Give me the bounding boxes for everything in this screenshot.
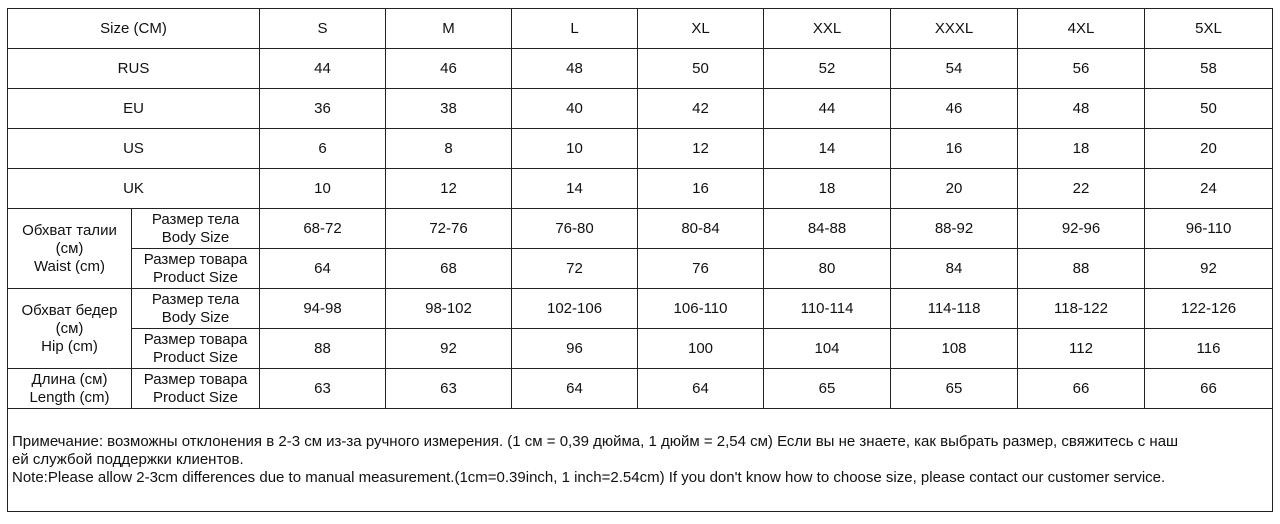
size-header-cell: S <box>260 9 386 49</box>
table-cell: 102-106 <box>512 289 638 329</box>
header-label-cell: Size (CM) <box>8 9 260 49</box>
table-cell: 42 <box>638 89 764 129</box>
table-cell: 122-126 <box>1145 289 1273 329</box>
table-cell: 16 <box>638 169 764 209</box>
table-cell: 18 <box>764 169 891 209</box>
row-label: EU <box>8 89 260 129</box>
table-cell: 10 <box>260 169 386 209</box>
product-size-label <box>132 369 260 409</box>
note-en: Note:Please allow 2-3cm differences due to manual measurement.(1cm=0.39inch, 1 inch=2.54cm) If you don't know how to choose size, please contact our customer service. <box>12 469 1166 486</box>
body-size-label-en: Body Size <box>161 308 230 326</box>
body-size-label-en: Body Size <box>161 228 230 246</box>
length-label-ru: Длина (см) <box>31 370 108 388</box>
product-size-label-ru: Размер товара <box>143 250 248 268</box>
table-cell: 66 <box>1145 369 1273 409</box>
size-header-cell: M <box>386 9 512 49</box>
table-cell: 6 <box>260 129 386 169</box>
table-cell: 46 <box>386 49 512 89</box>
hip-label <box>8 289 132 369</box>
body-size-label-ru: Размер тела <box>151 290 240 308</box>
table-cell: 20 <box>1145 129 1273 169</box>
table-cell: 76 <box>638 249 764 289</box>
table-cell: 88 <box>1018 249 1145 289</box>
table-cell: 48 <box>1018 89 1145 129</box>
table-cell: 36 <box>260 89 386 129</box>
us-row <box>8 129 1273 169</box>
table-cell: 64 <box>638 369 764 409</box>
note-ru-line1: Примечание: возможны отклонения в 2-3 см из-за ручного измерения. (1 см = 0,39 дюйма, 1 дюйм = 2,54 см) Если вы не знаете, как выбрать размер, свяжитесь с наш <box>12 433 1179 450</box>
waist-body-row <box>8 209 1273 249</box>
waist-label-unit: (см) <box>55 239 84 257</box>
table-cell: 72 <box>512 249 638 289</box>
table-cell: 96 <box>512 329 638 369</box>
table-cell: 94-98 <box>260 289 386 329</box>
table-cell: 72-76 <box>386 209 512 249</box>
table-cell: 84-88 <box>764 209 891 249</box>
table-cell: 98-102 <box>386 289 512 329</box>
row-label: UK <box>8 169 260 209</box>
table-cell: 14 <box>512 169 638 209</box>
row-label: US <box>8 129 260 169</box>
body-size-label-ru: Размер тела <box>151 210 240 228</box>
table-cell: 52 <box>764 49 891 89</box>
table-cell: 106-110 <box>638 289 764 329</box>
product-size-label-ru: Размер товара <box>143 330 248 348</box>
table-cell: 68-72 <box>260 209 386 249</box>
uk-row <box>8 169 1273 209</box>
table-cell: 8 <box>386 129 512 169</box>
table-cell: 92 <box>1145 249 1273 289</box>
length-label-en: Length (cm) <box>29 388 110 406</box>
table-cell: 110-114 <box>764 289 891 329</box>
note-row <box>8 409 1273 512</box>
length-product-row <box>8 369 1273 409</box>
hip-body-row <box>8 289 1273 329</box>
table-cell: 92 <box>386 329 512 369</box>
table-cell: 40 <box>512 89 638 129</box>
table-cell: 65 <box>891 369 1018 409</box>
note-ru-line2: ей службой поддержки клиентов. <box>12 451 244 468</box>
table-cell: 48 <box>512 49 638 89</box>
table-cell: 58 <box>1145 49 1273 89</box>
table-cell: 64 <box>260 249 386 289</box>
table-cell: 12 <box>638 129 764 169</box>
size-chart-table <box>7 8 1273 512</box>
table-cell: 20 <box>891 169 1018 209</box>
size-header-cell: XXL <box>764 9 891 49</box>
table-cell: 12 <box>386 169 512 209</box>
note-cell <box>8 409 1273 512</box>
size-header-cell: 5XL <box>1145 9 1273 49</box>
rus-row <box>8 49 1273 89</box>
body-size-label <box>132 209 260 249</box>
table-cell: 46 <box>891 89 1018 129</box>
table-cell: 96-110 <box>1145 209 1273 249</box>
product-size-label-ru: Размер товара <box>143 370 248 388</box>
table-cell: 16 <box>891 129 1018 169</box>
row-label: RUS <box>8 49 260 89</box>
table-cell: 114-118 <box>891 289 1018 329</box>
table-cell: 64 <box>512 369 638 409</box>
length-label <box>8 369 132 409</box>
table-cell: 22 <box>1018 169 1145 209</box>
product-size-label-en: Product Size <box>152 268 239 286</box>
table-cell: 50 <box>1145 89 1273 129</box>
eu-row <box>8 89 1273 129</box>
size-header-cell: 4XL <box>1018 9 1145 49</box>
product-size-label-en: Product Size <box>152 348 239 366</box>
table-cell: 63 <box>386 369 512 409</box>
table-cell: 100 <box>638 329 764 369</box>
table-cell: 118-122 <box>1018 289 1145 329</box>
product-size-label <box>132 249 260 289</box>
table-cell: 116 <box>1145 329 1273 369</box>
hip-label-ru: Обхват бедер <box>21 301 118 319</box>
size-header-cell: XL <box>638 9 764 49</box>
waist-product-row <box>8 249 1273 289</box>
size-header-cell: L <box>512 9 638 49</box>
table-cell: 18 <box>1018 129 1145 169</box>
header-row <box>8 9 1273 49</box>
hip-label-en: Hip (cm) <box>41 337 98 355</box>
table-cell: 68 <box>386 249 512 289</box>
table-cell: 14 <box>764 129 891 169</box>
table-cell: 88 <box>260 329 386 369</box>
table-cell: 10 <box>512 129 638 169</box>
table-cell: 84 <box>891 249 1018 289</box>
table-cell: 88-92 <box>891 209 1018 249</box>
table-cell: 65 <box>764 369 891 409</box>
hip-product-row <box>8 329 1273 369</box>
product-size-label-en: Product Size <box>152 388 239 406</box>
table-cell: 56 <box>1018 49 1145 89</box>
table-cell: 112 <box>1018 329 1145 369</box>
table-cell: 66 <box>1018 369 1145 409</box>
waist-label <box>8 209 132 289</box>
size-header-cell: XXXL <box>891 9 1018 49</box>
table-cell: 80 <box>764 249 891 289</box>
table-cell: 108 <box>891 329 1018 369</box>
product-size-label <box>132 329 260 369</box>
table-cell: 38 <box>386 89 512 129</box>
table-cell: 50 <box>638 49 764 89</box>
waist-label-ru: Обхват талии <box>22 221 117 239</box>
table-cell: 24 <box>1145 169 1273 209</box>
waist-label-en: Waist (cm) <box>33 257 106 275</box>
table-cell: 54 <box>891 49 1018 89</box>
table-cell: 76-80 <box>512 209 638 249</box>
body-size-label <box>132 289 260 329</box>
table-cell: 80-84 <box>638 209 764 249</box>
hip-label-unit: (см) <box>55 319 84 337</box>
table-cell: 44 <box>764 89 891 129</box>
table-cell: 104 <box>764 329 891 369</box>
table-cell: 63 <box>260 369 386 409</box>
table-cell: 44 <box>260 49 386 89</box>
table-cell: 92-96 <box>1018 209 1145 249</box>
